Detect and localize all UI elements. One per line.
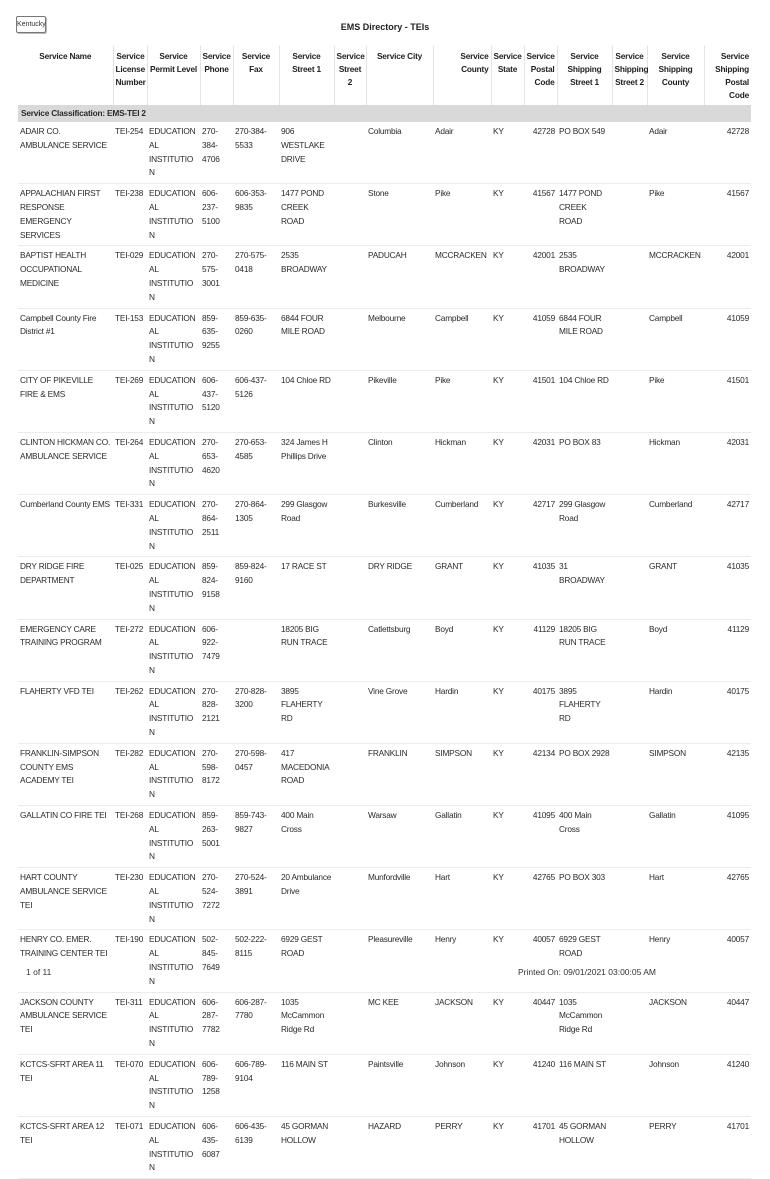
cell-fax: 859-743-9827 [233,806,279,868]
cell-shipping-street-1: 6929 GEST ROAD [557,930,612,992]
cell-license-number: TEI-331 [113,495,147,557]
cell-postal-code: 42717 [524,495,557,557]
cell-shipping-street-1: 3895 FLAHERTY RD [557,681,612,743]
cell-postal-code: 42765 [524,868,557,930]
cell-city: Paintsville [366,1054,433,1116]
cell-phone: 270-575-3001 [200,246,233,308]
cell-street-2 [334,930,366,992]
cell-postal-code: 42001 [524,246,557,308]
cell-city: PADUCAH [366,246,433,308]
cell-license-number: TEI-254 [113,122,147,184]
cell-license-number: TEI-269 [113,370,147,432]
col-header-county: Service County [433,46,491,105]
cell-fax: 606-353-9835 [233,184,279,246]
cell-state: KY [491,370,524,432]
cell-license-number: TEI-153 [113,308,147,370]
col-header-shipping-street-2: Service Shipping Street 2 [612,46,647,105]
col-header-permit-level: Service Permit Level [147,46,200,105]
cell-phone: 502-845-7649 [200,930,233,992]
cell-postal-code: 40447 [524,992,557,1054]
cell-city: Melbourne [366,308,433,370]
table-row [18,122,751,184]
cell-county: Adair [433,122,491,184]
cell-shipping-county: Johnson [647,1054,704,1116]
cell-service-name: GALLATIN CO FIRE TEI [18,806,113,868]
cell-permit-level: EDUCATIONAL INSTITUTION [147,246,200,308]
table-row [18,681,751,743]
cell-state: KY [491,868,524,930]
cell-permit-level: EDUCATIONAL INSTITUTION [147,743,200,805]
cell-street-2 [334,806,366,868]
cell-phone: 606-287-7782 [200,992,233,1054]
cell-street-1: 299 Glasgow Road [279,495,334,557]
cell-street-2 [334,743,366,805]
cell-license-number: TEI-282 [113,743,147,805]
cell-county: PERRY [433,1117,491,1179]
cell-shipping-county: Hickman [647,432,704,494]
cell-phone: 859-635-9255 [200,308,233,370]
cell-fax [233,619,279,681]
cell-license-number: TEI-025 [113,557,147,619]
cell-service-name: JACKSON COUNTY AMBULANCE SERVICE TEI [18,992,113,1054]
cell-shipping-county: Campbell [647,308,704,370]
cell-postal-code: 40175 [524,681,557,743]
cell-shipping-street-1: 6844 FOUR MILE ROAD [557,308,612,370]
cell-shipping-street-2 [612,495,647,557]
cell-shipping-street-2 [612,1054,647,1116]
cell-shipping-postal-code: 41701 [704,1117,751,1179]
cell-permit-level: EDUCATIONAL INSTITUTION [147,806,200,868]
table-row [18,184,751,246]
cell-shipping-street-2 [612,184,647,246]
col-header-postal-code: Service Postal Code [524,46,557,105]
cell-state: KY [491,992,524,1054]
cell-city: Stone [366,184,433,246]
cell-city: Burkesville [366,495,433,557]
cell-shipping-postal-code: 42728 [704,122,751,184]
cell-fax: 606-789-9104 [233,1054,279,1116]
cell-service-name: EMERGENCY CARE TRAINING PROGRAM [18,619,113,681]
cell-postal-code: 42134 [524,743,557,805]
table-row [18,246,751,308]
cell-city: Warsaw [366,806,433,868]
cell-permit-level: EDUCATIONAL INSTITUTION [147,184,200,246]
cell-shipping-street-1: 116 MAIN ST [557,1054,612,1116]
cell-shipping-street-2 [612,122,647,184]
cell-fax: 502-222-8115 [233,930,279,992]
cell-state: KY [491,743,524,805]
cell-shipping-street-1: 1477 POND CREEK ROAD [557,184,612,246]
cell-county: Johnson [433,1054,491,1116]
cell-fax: 270-653-4585 [233,432,279,494]
page-number: 1 of 11 [26,967,52,977]
cell-shipping-county: MCCRACKEN [647,246,704,308]
cell-shipping-county: Henry [647,930,704,992]
cell-shipping-postal-code: 40447 [704,992,751,1054]
table-body [18,105,751,1179]
cell-shipping-postal-code: 41035 [704,557,751,619]
cell-shipping-street-1: PO BOX 549 [557,122,612,184]
cell-street-1: 324 James H Phillips Drive [279,432,334,494]
cell-street-2 [334,1117,366,1179]
cell-permit-level: EDUCATIONAL INSTITUTION [147,432,200,494]
cell-county: SIMPSON [433,743,491,805]
table-row [18,495,751,557]
col-header-shipping-county: Service Shipping County [647,46,704,105]
cell-phone: 606-237-5100 [200,184,233,246]
cell-fax: 606-287-7780 [233,992,279,1054]
cell-state: KY [491,1054,524,1116]
cell-postal-code: 41095 [524,806,557,868]
cell-state: KY [491,184,524,246]
cell-fax: 606-435-6139 [233,1117,279,1179]
cell-street-2 [334,681,366,743]
cell-shipping-street-2 [612,868,647,930]
cell-county: Hickman [433,432,491,494]
cell-city: Pleasureville [366,930,433,992]
cell-shipping-postal-code: 41240 [704,1054,751,1116]
cell-fax: 270-384-5533 [233,122,279,184]
cell-city: Pikeville [366,370,433,432]
cell-shipping-street-1: 299 Glasgow Road [557,495,612,557]
table-row [18,1117,751,1179]
cell-shipping-street-2 [612,681,647,743]
cell-state: KY [491,1117,524,1179]
cell-street-2 [334,495,366,557]
cell-city: Clinton [366,432,433,494]
cell-shipping-street-1: 18205 BIG RUN TRACE [557,619,612,681]
col-header-shipping-postal-code: Service Shipping Postal Code [704,46,751,105]
cell-service-name: FLAHERTY VFD TEI [18,681,113,743]
cell-street-2 [334,619,366,681]
cell-street-1: 2535 BROADWAY [279,246,334,308]
cell-shipping-street-2 [612,930,647,992]
classification-row [18,105,751,122]
cell-permit-level: EDUCATIONAL INSTITUTION [147,370,200,432]
cell-shipping-county: Hart [647,868,704,930]
cell-street-2 [334,122,366,184]
cell-permit-level: EDUCATIONAL INSTITUTION [147,495,200,557]
cell-street-2 [334,1054,366,1116]
cell-shipping-postal-code: 42001 [704,246,751,308]
cell-shipping-postal-code: 41129 [704,619,751,681]
cell-license-number: TEI-311 [113,992,147,1054]
page-title: EMS Directory - TEIs [340,22,430,32]
cell-fax: 270-864-1305 [233,495,279,557]
cell-fax: 270-828-3200 [233,681,279,743]
cell-phone: 606-922-7479 [200,619,233,681]
cell-street-2 [334,370,366,432]
cell-shipping-postal-code: 40175 [704,681,751,743]
cell-county: Hart [433,868,491,930]
cell-phone: 859-824-9158 [200,557,233,619]
cell-postal-code: 41035 [524,557,557,619]
cell-license-number: TEI-268 [113,806,147,868]
cell-state: KY [491,806,524,868]
cell-fax: 270-524-3891 [233,868,279,930]
cell-postal-code: 41240 [524,1054,557,1116]
cell-county: Boyd [433,619,491,681]
cell-shipping-street-1: 1035 McCammon Ridge Rd [557,992,612,1054]
cell-postal-code: 41059 [524,308,557,370]
cell-shipping-county: Cumberland [647,495,704,557]
table-row [18,308,751,370]
table-row [18,557,751,619]
cell-shipping-postal-code: 42135 [704,743,751,805]
cell-county: Campbell [433,308,491,370]
cell-phone: 270-828-2121 [200,681,233,743]
cell-phone: 270-384-4706 [200,122,233,184]
cell-shipping-county: SIMPSON [647,743,704,805]
cell-shipping-county: Pike [647,184,704,246]
cell-shipping-street-2 [612,246,647,308]
cell-street-1: 3895 FLAHERTY RD [279,681,334,743]
cell-shipping-street-2 [612,1117,647,1179]
col-header-service-name: Service Name [39,51,92,61]
cell-service-name: HENRY CO. EMER. TRAINING CENTER TEI [18,930,113,992]
table-row [18,806,751,868]
cell-service-name: KCTCS-SFRT AREA 11 TEI [18,1054,113,1116]
col-header-street-1: Service Street 1 [279,46,334,105]
cell-city: MC KEE [366,992,433,1054]
cell-street-1: 17 RACE ST [279,557,334,619]
cell-fax: 270-598-0457 [233,743,279,805]
cell-street-1: 6844 FOUR MILE ROAD [279,308,334,370]
col-header-shipping-street-1: Service Shipping Street 1 [557,46,612,105]
cell-license-number: TEI-029 [113,246,147,308]
cell-county: Pike [433,370,491,432]
cell-license-number: TEI-230 [113,868,147,930]
cell-county: Gallatin [433,806,491,868]
cell-shipping-street-1: PO BOX 303 [557,868,612,930]
cell-shipping-county: Adair [647,122,704,184]
col-header-fax: Service Fax [233,46,279,105]
cell-permit-level: EDUCATIONAL INSTITUTION [147,122,200,184]
cell-fax: 859-635-0260 [233,308,279,370]
cell-service-name: BAPTIST HEALTH OCCUPATIONAL MEDICINE [18,246,113,308]
cell-permit-level: EDUCATIONAL INSTITUTION [147,1054,200,1116]
cell-service-name: CITY OF PIKEVILLE FIRE & EMS [18,370,113,432]
cell-postal-code: 40057 [524,930,557,992]
cell-street-2 [334,557,366,619]
cell-permit-level: EDUCATIONAL INSTITUTION [147,308,200,370]
cell-shipping-street-2 [612,619,647,681]
table-row [18,868,751,930]
cell-county: GRANT [433,557,491,619]
col-header-phone: Service Phone [200,46,233,105]
cell-service-name: ADAIR CO. AMBULANCE SERVICE [18,122,113,184]
cell-shipping-postal-code: 41501 [704,370,751,432]
cell-street-1: 45 GORMAN HOLLOW [279,1117,334,1179]
cell-state: KY [491,681,524,743]
cell-city: Vine Grove [366,681,433,743]
cell-street-1: 417 MACEDONIA ROAD [279,743,334,805]
cell-street-2 [334,868,366,930]
cell-shipping-county: Hardin [647,681,704,743]
directory-table [18,46,751,1179]
cell-street-2 [334,432,366,494]
cell-street-1: 20 Ambulance Drive [279,868,334,930]
cell-county: JACKSON [433,992,491,1054]
cell-state: KY [491,619,524,681]
col-header-city: Service City [366,46,433,105]
cell-county: Cumberland [433,495,491,557]
cell-phone: 606-437-5120 [200,370,233,432]
cell-shipping-postal-code: 41059 [704,308,751,370]
cell-shipping-street-2 [612,557,647,619]
cell-service-name: DRY RIDGE FIRE DEPARTMENT [18,557,113,619]
cell-street-2 [334,992,366,1054]
cell-city: FRANKLIN [366,743,433,805]
cell-state: KY [491,308,524,370]
cell-street-1: 1477 POND CREEK ROAD [279,184,334,246]
cell-street-1: 400 Main Cross [279,806,334,868]
cell-shipping-postal-code: 40057 [704,930,751,992]
cell-shipping-postal-code: 42031 [704,432,751,494]
cell-state: KY [491,495,524,557]
cell-license-number: TEI-238 [113,184,147,246]
cell-shipping-street-2 [612,992,647,1054]
cell-permit-level: EDUCATIONAL INSTITUTION [147,619,200,681]
cell-shipping-street-1: 2535 BROADWAY [557,246,612,308]
printed-on: Printed On: 09/01/2021 03:00:05 AM [518,967,656,977]
cell-shipping-street-2 [612,806,647,868]
cell-license-number: TEI-264 [113,432,147,494]
cell-state: KY [491,930,524,992]
cell-phone: 859-263-5001 [200,806,233,868]
cell-permit-level: EDUCATIONAL INSTITUTION [147,930,200,992]
cell-street-2 [334,184,366,246]
cell-shipping-county: Gallatin [647,806,704,868]
cell-permit-level: EDUCATIONAL INSTITUTION [147,1117,200,1179]
cell-county: Hardin [433,681,491,743]
cell-shipping-county: GRANT [647,557,704,619]
cell-street-1: 18205 BIG RUN TRACE [279,619,334,681]
cell-shipping-postal-code: 41567 [704,184,751,246]
cell-service-name: Campbell County Fire District #1 [18,308,113,370]
table-header-row [18,46,751,105]
cell-shipping-street-2 [612,370,647,432]
cell-permit-level: EDUCATIONAL INSTITUTION [147,868,200,930]
cell-street-2 [334,246,366,308]
cell-shipping-street-1: 104 Chloe RD [557,370,612,432]
cell-service-name: HART COUNTY AMBULANCE SERVICE TEI [18,868,113,930]
table-row [18,743,751,805]
cell-postal-code: 41129 [524,619,557,681]
cell-phone: 270-864-2511 [200,495,233,557]
cell-phone: 270-598-8172 [200,743,233,805]
table-row [18,1054,751,1116]
kentucky-logo: Kentucky [16,16,46,33]
cell-street-1: 1035 McCammon Ridge Rd [279,992,334,1054]
cell-city: Munfordville [366,868,433,930]
cell-permit-level: EDUCATIONAL INSTITUTION [147,557,200,619]
cell-fax: 606-437-5126 [233,370,279,432]
cell-shipping-street-1: 31 BROADWAY [557,557,612,619]
table-row [18,992,751,1054]
cell-shipping-county: Boyd [647,619,704,681]
cell-shipping-street-1: PO BOX 2928 [557,743,612,805]
cell-service-name: Cumberland County EMS [18,495,113,557]
cell-shipping-street-2 [612,308,647,370]
col-header-license-number: Service License Number [113,46,147,105]
cell-city: Catlettsburg [366,619,433,681]
cell-county: Henry [433,930,491,992]
cell-postal-code: 42728 [524,122,557,184]
cell-street-1: 116 MAIN ST [279,1054,334,1116]
cell-shipping-postal-code: 41095 [704,806,751,868]
cell-license-number: TEI-272 [113,619,147,681]
cell-city: HAZARD [366,1117,433,1179]
cell-street-1: 6929 GEST ROAD [279,930,334,992]
classification-label: Service Classification: EMS-TEI 2 [18,105,751,122]
cell-street-1: 906 WESTLAKE DRIVE [279,122,334,184]
cell-shipping-postal-code: 42765 [704,868,751,930]
cell-shipping-street-2 [612,432,647,494]
cell-permit-level: EDUCATIONAL INSTITUTION [147,992,200,1054]
cell-state: KY [491,432,524,494]
cell-phone: 270-524-7272 [200,868,233,930]
cell-phone: 606-435-6087 [200,1117,233,1179]
table-row [18,619,751,681]
cell-postal-code: 41501 [524,370,557,432]
cell-license-number: TEI-071 [113,1117,147,1179]
cell-county: Pike [433,184,491,246]
col-header-street-2: Service Street 2 [334,46,366,105]
cell-city: Columbia [366,122,433,184]
cell-street-2 [334,308,366,370]
cell-city: DRY RIDGE [366,557,433,619]
cell-shipping-county: Pike [647,370,704,432]
cell-service-name: APPALACHIAN FIRST RESPONSE EMERGENCY SERVICES [18,184,113,246]
cell-state: KY [491,557,524,619]
cell-shipping-county: JACKSON [647,992,704,1054]
cell-fax: 270-575-0418 [233,246,279,308]
cell-phone: 606-789-1258 [200,1054,233,1116]
cell-license-number: TEI-262 [113,681,147,743]
cell-postal-code: 41701 [524,1117,557,1179]
cell-county: MCCRACKEN [433,246,491,308]
cell-state: KY [491,122,524,184]
col-header-state: Service State [491,46,524,105]
cell-postal-code: 41567 [524,184,557,246]
cell-permit-level: EDUCATIONAL INSTITUTION [147,681,200,743]
cell-fax: 859-824-9160 [233,557,279,619]
cell-shipping-postal-code: 42717 [704,495,751,557]
cell-license-number: TEI-070 [113,1054,147,1116]
cell-shipping-street-1: PO BOX 83 [557,432,612,494]
cell-postal-code: 42031 [524,432,557,494]
cell-license-number: TEI-190 [113,930,147,992]
cell-street-1: 104 Chloe RD [279,370,334,432]
cell-service-name: FRANKLIN-SIMPSON COUNTY EMS ACADEMY TEI [18,743,113,805]
cell-service-name: CLINTON HICKMAN CO. AMBULANCE SERVICE [18,432,113,494]
cell-state: KY [491,246,524,308]
cell-shipping-street-1: 45 GORMAN HOLLOW [557,1117,612,1179]
table-row [18,432,751,494]
cell-shipping-street-2 [612,743,647,805]
cell-phone: 270-653-4620 [200,432,233,494]
table-row [18,930,751,992]
cell-service-name: KCTCS-SFRT AREA 12 TEI [18,1117,113,1179]
cell-shipping-street-1: 400 Main Cross [557,806,612,868]
table-row [18,370,751,432]
cell-shipping-county: PERRY [647,1117,704,1179]
